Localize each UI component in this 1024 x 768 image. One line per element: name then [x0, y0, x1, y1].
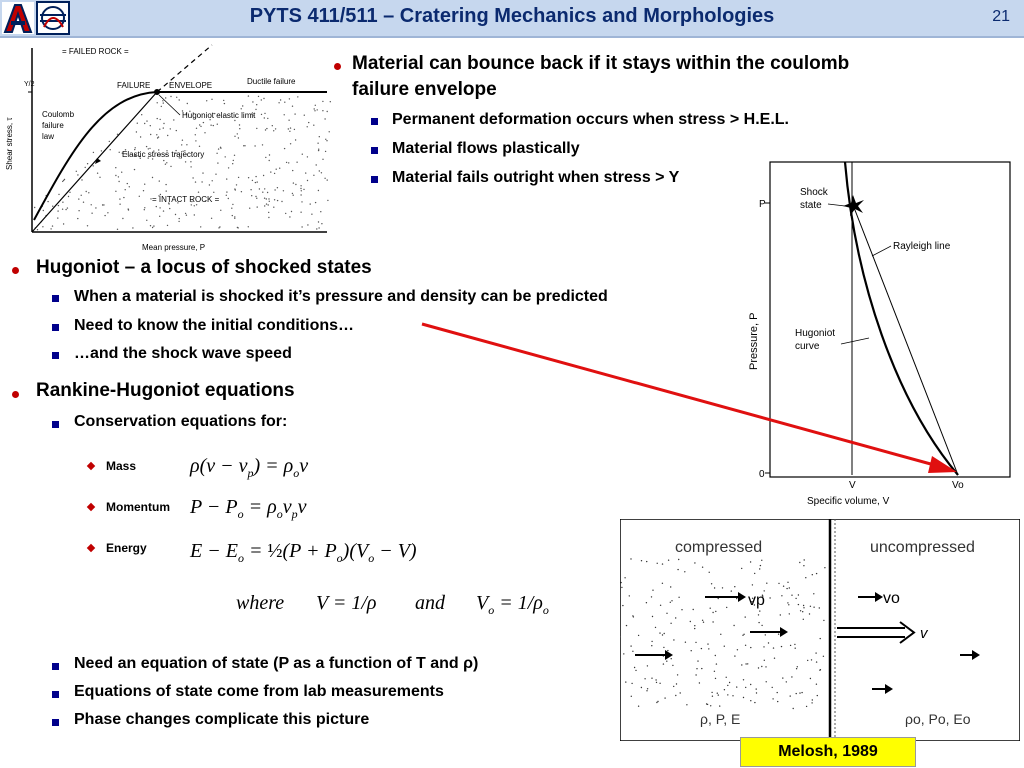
right-sub-bullet-2: Material flows plastically [392, 140, 580, 157]
v-tick-label: V [849, 480, 856, 491]
momentum-equation: $P - P_o = \rho_ov_pv$ [190, 496, 307, 521]
bullet-square [52, 663, 59, 670]
bullet-square [52, 295, 59, 302]
bullet-square [52, 421, 59, 428]
compression-figure [620, 519, 1020, 741]
bullet-dot [12, 267, 19, 274]
hugoniot-sub-bullet-1: When a material is shocked it’s pressure and density can be predicted [74, 288, 608, 305]
slide-header [0, 0, 1024, 38]
pointer-arrow [420, 318, 965, 480]
pressure-axis-label: Pressure, P [748, 312, 760, 370]
bullet-square [52, 691, 59, 698]
compressed-label: compressed [675, 539, 763, 556]
momentum-label: Momentum [106, 500, 170, 514]
slide-number: 21 [992, 8, 1010, 25]
where-label: where [236, 592, 285, 614]
right-sub-bullet-3: Material fails outright when stress > Y [392, 169, 680, 186]
bullet-square [371, 147, 378, 154]
zero-tick-label: 0 [759, 469, 765, 480]
rankine-bullet: Rankine-Hugoniot equations [36, 380, 295, 401]
coulomb-label-3: law [42, 132, 55, 141]
slide-title: PYTS 411/511 – Cratering Mechanics and Morphologies [249, 5, 775, 27]
failure-label: FAILURE [117, 81, 151, 90]
shock-state-label-1: Shock [800, 187, 828, 198]
vp-label: vp [748, 592, 765, 609]
vo-tick-label: Vo [952, 480, 964, 491]
hugoniot-curve-label-2: curve [795, 341, 820, 352]
ductile-failure-label: Ductile failure [247, 77, 296, 86]
citation-caption: Melosh, 1989 [740, 737, 916, 767]
trajectory-label: Elastic stress trajectory [122, 150, 205, 159]
energy-equation: $E - E_o$ = ½(P + $P_o)(V_o - V)$ [190, 540, 417, 565]
bullet-diamond [87, 462, 95, 470]
bullet-square [52, 719, 59, 726]
p-tick-label: P [759, 199, 766, 210]
hugoniot-sub-bullet-2: Need to know the initial conditions… [74, 317, 355, 334]
shock-state-label-2: state [800, 200, 822, 211]
bullet-diamond [87, 503, 95, 511]
specific-volume-label: Specific volume, V [807, 496, 890, 507]
eos-sub-bullet-1: Need an equation of state (P as a function of T and ρ) [74, 655, 479, 672]
hel-label: Hugoniot elastic limit [182, 111, 256, 120]
eos-sub-bullet-2: Equations of state come from lab measurements [74, 683, 444, 700]
coulomb-label-2: failure [42, 121, 64, 130]
bullet-square [371, 176, 378, 183]
bullet-dot [12, 391, 19, 398]
conservation-bullet: Conservation equations for: [74, 413, 288, 430]
v-label: v [920, 625, 928, 642]
bullet-diamond [87, 544, 95, 552]
hugoniot-sub-bullet-3: …and the shock wave speed [74, 345, 292, 362]
rayleigh-line-label: Rayleigh line [893, 241, 951, 252]
intact-rock-label: = INTACT ROCK = [152, 195, 220, 204]
mean-pressure-label: Mean pressure, P [142, 243, 206, 252]
failed-rock-label: = FAILED ROCK = [62, 47, 129, 56]
vo-label: vo [883, 590, 900, 607]
bullet-square [52, 324, 59, 331]
uncompressed-label: uncompressed [870, 539, 975, 556]
hugoniot-curve-label-1: Hugoniot [795, 328, 836, 339]
hugoniot-bullet: Hugoniot – a locus of shocked states [36, 257, 372, 278]
and-label: and [415, 592, 445, 614]
eos-sub-bullet-3: Phase changes complicate this picture [74, 711, 370, 728]
envelope-label: ENVELOPE [169, 81, 213, 90]
coulomb-label-1: Coulomb [42, 110, 75, 119]
bounce-back-bullet: Material can bounce back if it stays within the coulomb [352, 53, 850, 74]
mass-equation: $\rho(v - v_p) = \rho_ov$ [190, 455, 309, 480]
compressed-state-label: ρ, P, E [700, 711, 741, 727]
mass-label: Mass [106, 459, 137, 473]
bullet-square [52, 352, 59, 359]
y-half-tick: Y/2 [24, 81, 35, 88]
bullet-dot [334, 63, 341, 70]
failure-envelope-figure [2, 40, 332, 255]
right-sub-bullet-1: Permanent deformation occurs when stress > H.E.L. [392, 111, 789, 128]
bullet-square [371, 118, 378, 125]
specific-volume-equation: V = 1/ρ [316, 592, 377, 614]
energy-label: Energy [106, 541, 147, 555]
shear-stress-label: Shear stress, τ [5, 117, 14, 170]
uncompressed-state-label: ρo, Po, Eo [905, 711, 971, 727]
initial-volume-equation: $V_o = 1/\rho_o$ [476, 592, 549, 617]
bounce-back-bullet-line2: failure envelope [352, 79, 497, 100]
